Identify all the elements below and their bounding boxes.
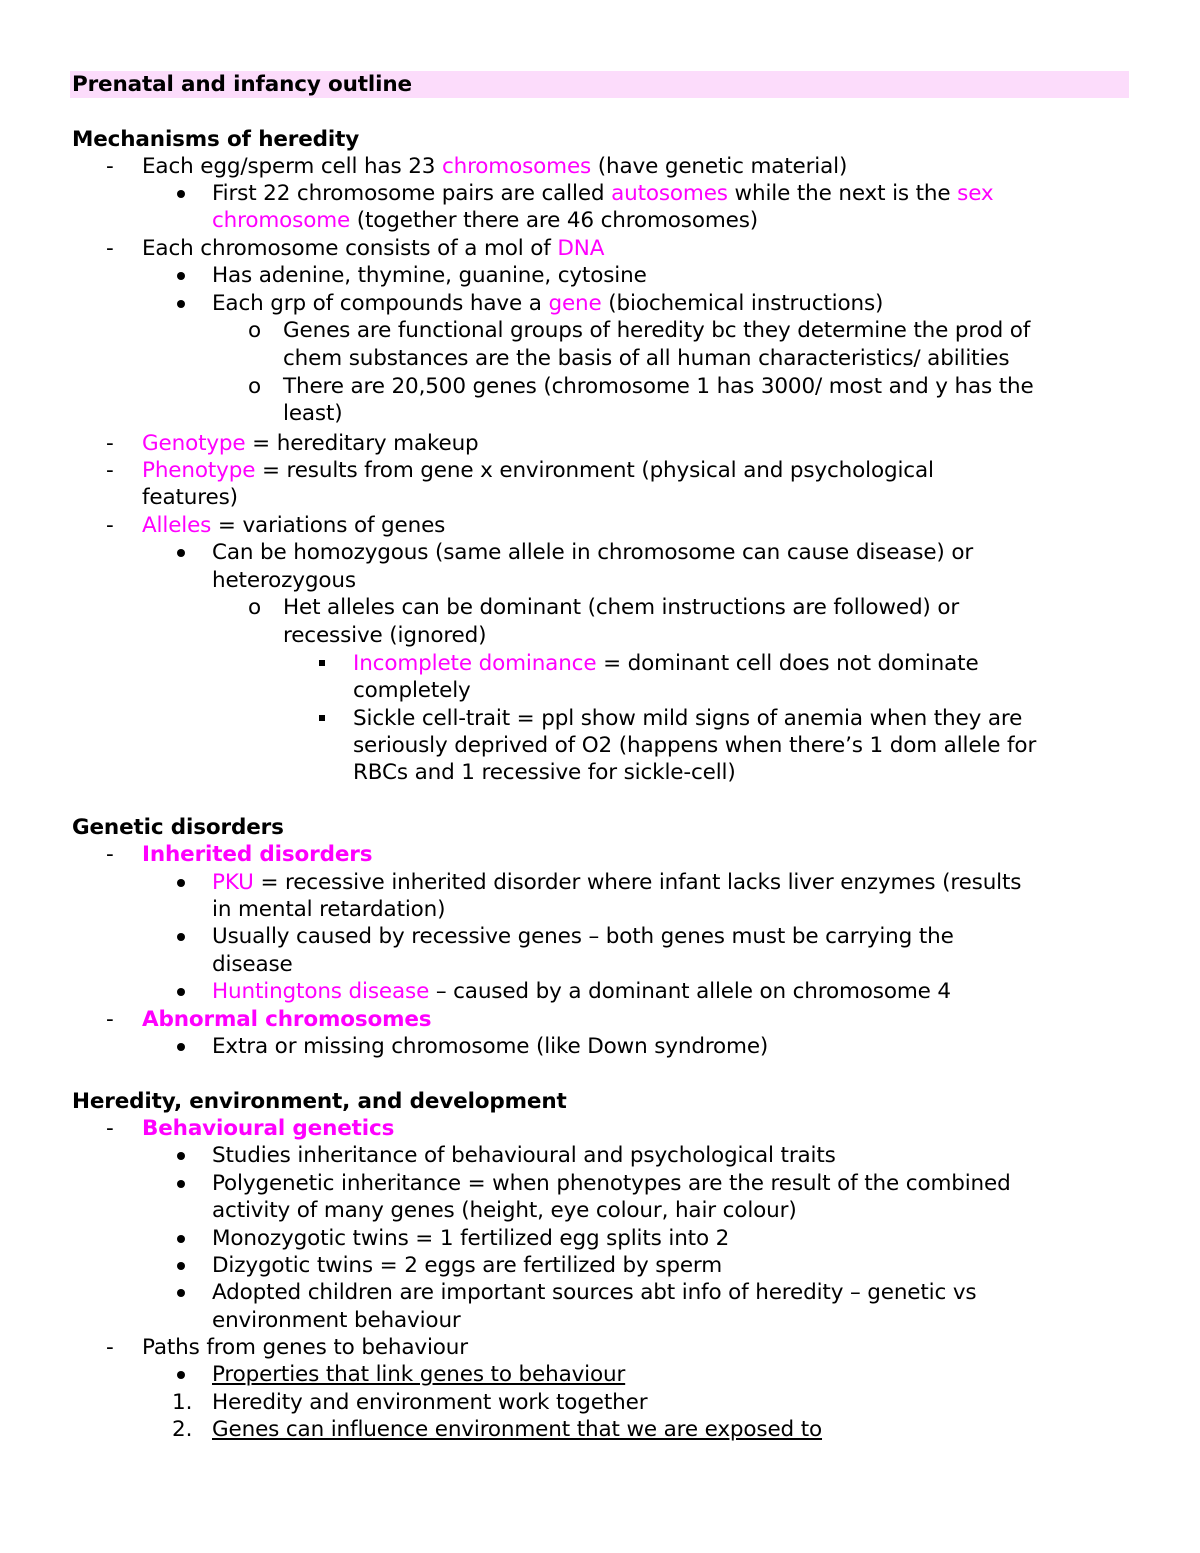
text-run: Het alleles can be dominant (chem instructions are followed) or <box>283 595 960 620</box>
text-run: Phenotype <box>142 458 256 483</box>
dash-marker: - <box>106 513 114 538</box>
bullet-square-icon <box>319 715 325 721</box>
bullet-dot-icon <box>177 1371 185 1379</box>
text-run: autosomes <box>611 181 728 206</box>
text-run: Adopted children are important sources abt info of heredity – genetic vs <box>212 1280 977 1305</box>
text-run: Heredity, environment, and development <box>72 1089 567 1114</box>
outline-line <box>212 1307 461 1334</box>
text-run: Sickle cell-trait = ppl show mild signs of anemia when they are <box>353 706 1023 731</box>
outline-line <box>283 373 1034 400</box>
list-number: 2. <box>172 1417 193 1442</box>
outline-line <box>142 512 445 539</box>
outline-line <box>212 207 758 234</box>
text-run: (have genetic material) <box>591 154 848 179</box>
text-run: Each egg/sperm cell has 23 <box>142 154 442 179</box>
outline-line <box>212 1225 729 1252</box>
text-run: activity of many genes (height, eye colour, hair colour) <box>212 1198 797 1223</box>
text-run: Behavioural genetics <box>142 1116 395 1141</box>
outline-line <box>72 1088 567 1115</box>
list-number: 1. <box>172 1390 193 1415</box>
outline-line <box>212 1389 647 1416</box>
text-run: Properties that link genes to behaviour <box>212 1362 626 1387</box>
outline-line <box>212 869 1021 896</box>
text-run: completely <box>353 678 471 703</box>
text-run: recessive (ignored) <box>283 623 487 648</box>
outline-line <box>212 1416 822 1443</box>
dash-marker: - <box>106 431 114 456</box>
outline-line <box>212 1279 976 1306</box>
text-run: Incomplete dominance <box>353 651 597 676</box>
text-run: (biochemical instructions) <box>601 291 884 316</box>
outline-line <box>353 732 1036 759</box>
text-run: – caused by a dominant allele on chromosome 4 <box>429 979 951 1004</box>
bullet-dot-icon <box>177 988 185 996</box>
bullet-dot-icon <box>177 190 185 198</box>
circle-bullet-icon: o <box>248 595 262 620</box>
text-run: (together there are 46 chromosomes) <box>350 208 759 233</box>
outline-line <box>212 978 951 1005</box>
circle-bullet-icon: o <box>248 374 262 399</box>
outline-line <box>283 317 1030 344</box>
text-run: features) <box>142 485 238 510</box>
text-run: Abnormal chromosomes <box>142 1007 432 1032</box>
outline-line <box>212 951 293 978</box>
text-run: Genes are functional groups of heredity bc they determine the prod of <box>283 318 1031 343</box>
outline-line <box>212 1033 768 1060</box>
text-run: = dominant cell does not dominate <box>596 651 979 676</box>
text-run: Dizygotic twins = 2 eggs are fertilized by sperm <box>212 1253 723 1278</box>
bullet-dot-icon <box>177 1262 185 1270</box>
text-run: = hereditary makeup <box>245 431 479 456</box>
outline-line <box>283 594 959 621</box>
outline-line <box>142 430 479 457</box>
text-run: Has adenine, thymine, guanine, cytosine <box>212 263 647 288</box>
text-run: sex <box>957 181 994 206</box>
outline-line <box>142 1115 394 1142</box>
dash-marker: - <box>106 458 114 483</box>
bullet-dot-icon <box>177 1289 185 1297</box>
outline-line <box>353 759 736 786</box>
bullet-dot-icon <box>177 1180 185 1188</box>
circle-bullet-icon: o <box>248 318 262 343</box>
outline-line <box>353 650 979 677</box>
text-run: environment behaviour <box>212 1308 461 1333</box>
outline-line <box>212 290 883 317</box>
bullet-dot-icon <box>177 1043 185 1051</box>
outline-line <box>283 400 343 427</box>
text-run: Huntingtons disease <box>212 979 430 1004</box>
outline-line <box>212 567 356 594</box>
text-run: RBCs and 1 recessive for sickle-cell) <box>353 760 736 785</box>
outline-line <box>212 923 954 950</box>
text-run: Alleles <box>142 513 212 538</box>
text-run: heterozygous <box>212 568 356 593</box>
dash-marker: - <box>106 1335 114 1360</box>
outline-line <box>353 677 471 704</box>
outline-line <box>212 1170 1011 1197</box>
outline-line <box>142 841 372 868</box>
text-run: Extra or missing chromosome (like Down syndrome) <box>212 1034 769 1059</box>
text-run: Usually caused by recessive genes – both genes must be carrying the <box>212 924 954 949</box>
outline-line <box>72 814 284 841</box>
dash-marker: - <box>106 154 114 179</box>
outline-line <box>212 539 973 566</box>
text-run: Studies inheritance of behavioural and psychological traits <box>212 1143 836 1168</box>
bullet-dot-icon <box>177 933 185 941</box>
outline-line <box>212 1142 836 1169</box>
bullet-dot-icon <box>177 1235 185 1243</box>
dash-marker: - <box>106 842 114 867</box>
bullet-dot-icon <box>177 300 185 308</box>
outline-line <box>142 1006 431 1033</box>
text-run: chem substances are the basis of all human characteristics/ abilities <box>283 346 1010 371</box>
text-run: in mental retardation) <box>212 897 446 922</box>
text-run: = recessive inherited disorder where infant lacks liver enzymes (results <box>253 870 1022 895</box>
text-run: There are 20,500 genes (chromosome 1 has 3000/ most and y has the <box>283 374 1034 399</box>
outline-line <box>142 235 604 262</box>
outline-line <box>142 457 934 484</box>
outline-line <box>212 1252 722 1279</box>
text-run: Heredity and environment work together <box>212 1390 648 1415</box>
outline-line <box>212 262 647 289</box>
text-run: Each chromosome consists of a mol of <box>142 236 558 261</box>
text-run: Genes can influence environment that we are exposed to <box>212 1417 823 1442</box>
text-run: PKU <box>212 870 254 895</box>
text-run: least) <box>283 401 343 426</box>
outline-line <box>142 484 238 511</box>
outline-line <box>283 345 1009 372</box>
outline-line <box>212 896 445 923</box>
text-run: Paths from genes to behaviour <box>142 1335 468 1360</box>
text-run: = results from gene x environment (physical and psychological <box>255 458 934 483</box>
text-run: while the next is the <box>727 181 958 206</box>
outline-line <box>283 622 486 649</box>
text-run: Inherited disorders <box>142 842 373 867</box>
text-run: gene <box>548 291 602 316</box>
text-run: Genotype <box>142 431 246 456</box>
bullet-dot-icon <box>177 879 185 887</box>
page-title: Prenatal and infancy outline <box>72 72 412 97</box>
text-run: = variations of genes <box>211 513 446 538</box>
text-run: disease <box>212 952 293 977</box>
outline-line <box>142 153 847 180</box>
dash-marker: - <box>106 1007 114 1032</box>
text-run: seriously deprived of O2 (happens when there’s 1 dom allele for <box>353 733 1037 758</box>
bullet-dot-icon <box>177 272 185 280</box>
outline-line <box>353 705 1022 732</box>
text-run: DNA <box>557 236 605 261</box>
outline-line <box>212 180 994 207</box>
bullet-dot-icon <box>177 549 185 557</box>
dash-marker: - <box>106 236 114 261</box>
text-run: Mechanisms of heredity <box>72 127 360 152</box>
text-run: Can be homozygous (same allele in chromosome can cause disease) or <box>212 540 974 565</box>
outline-line <box>72 126 359 153</box>
outline-line <box>212 1197 797 1224</box>
text-run: chromosome <box>212 208 351 233</box>
text-run: Genetic disorders <box>72 815 284 840</box>
bullet-dot-icon <box>177 1152 185 1160</box>
text-run: Monozygotic twins = 1 fertilized egg splits into 2 <box>212 1226 730 1251</box>
outline-line <box>212 1361 625 1388</box>
text-run: Polygenetic inheritance = when phenotypes are the result of the combined <box>212 1171 1011 1196</box>
text-run: Each grp of compounds have a <box>212 291 549 316</box>
bullet-square-icon <box>319 660 325 666</box>
text-run: chromosomes <box>441 154 592 179</box>
outline-line <box>142 1334 468 1361</box>
text-run: First 22 chromosome pairs are called <box>212 181 612 206</box>
dash-marker: - <box>106 1116 114 1141</box>
